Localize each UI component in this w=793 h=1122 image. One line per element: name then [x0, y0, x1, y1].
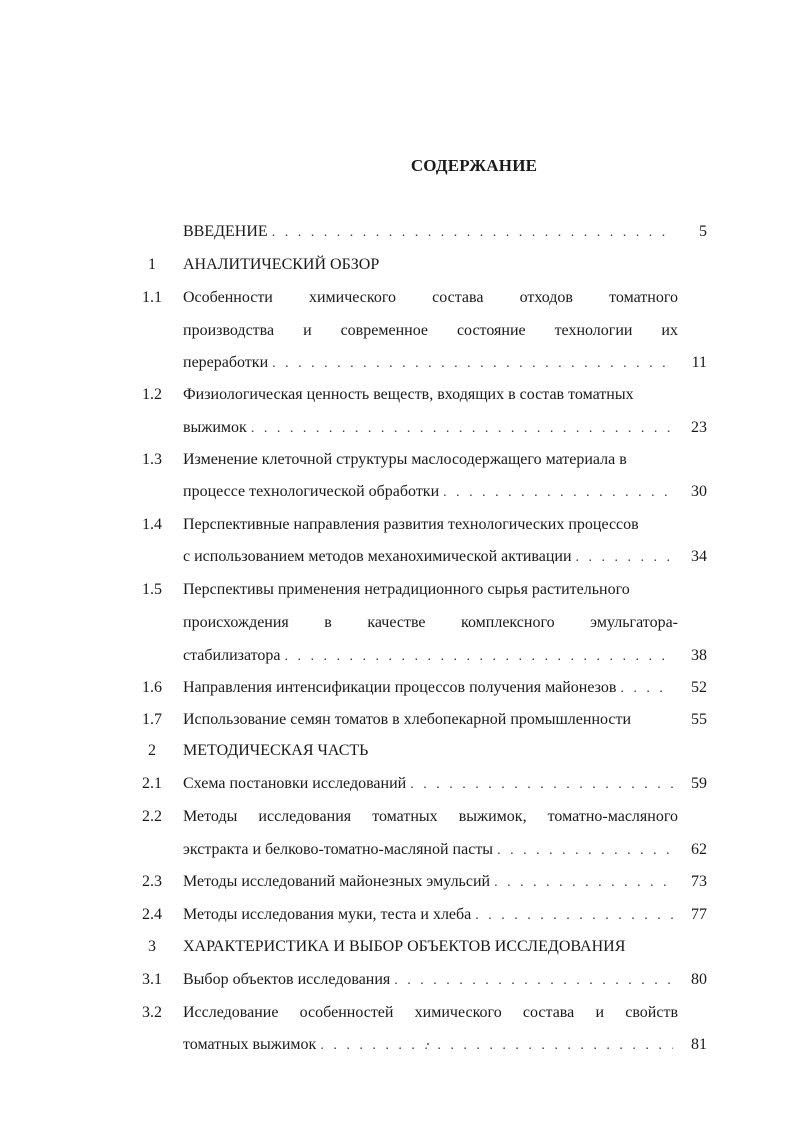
dot-leader	[272, 223, 673, 243]
toc-page-number: 59	[691, 775, 707, 792]
toc-entry-text: Методы исследований майонезных эмульсий	[183, 873, 491, 890]
toc-page-number: 30	[691, 483, 707, 500]
toc-entry-text: томатных выжимок	[183, 1036, 317, 1053]
toc-line	[183, 288, 707, 308]
toc-line	[183, 905, 707, 926]
toc-line	[183, 774, 707, 795]
toc-line	[183, 741, 707, 761]
dot-leader	[394, 971, 673, 991]
dot-leader	[475, 906, 673, 926]
toc-number: 1.1	[142, 289, 162, 306]
toc-page-number: 11	[691, 354, 707, 371]
toc-entry-text: ХАРАКТЕРИСТИКА И ВЫБОР ОБЪЕКТОВ ИССЛЕДОВАНИЯ	[183, 938, 626, 955]
toc-page-number: 62	[691, 841, 707, 858]
toc-entry-text: выжимок	[183, 419, 247, 436]
toc-entry-text: Исследование особенностей химического состава и свойств	[183, 1004, 678, 1021]
toc-number: 2.2	[142, 808, 162, 825]
toc-page-number: 55	[691, 711, 707, 728]
dot-leader	[320, 1036, 673, 1056]
toc-entry-text: Использование семян томатов в хлебопекарной промышленности	[183, 711, 632, 728]
dot-leader	[251, 419, 673, 439]
toc-line	[183, 450, 707, 470]
toc-page-number: 77	[691, 906, 707, 923]
toc-entry-text: стабилизатора	[183, 647, 281, 664]
toc-line	[183, 970, 707, 991]
toc-entry-text: Выбор объектов исследования	[183, 971, 391, 988]
toc-number: 2	[148, 742, 156, 759]
toc-number: 2.3	[142, 873, 162, 890]
toc-entry-text: Перспективные направления развития технологических процессов	[183, 516, 639, 533]
toc-line	[183, 710, 707, 730]
toc-line	[183, 385, 707, 405]
toc-entry-text: Изменение клеточной структуры маслосодержащего материала в	[183, 451, 627, 468]
dot-leader	[620, 679, 673, 699]
toc-entry-text: АНАЛИТИЧЕСКИЙ ОБЗОР	[183, 256, 380, 273]
toc-entry-text: экстракта и белково-томатно-масляной пасты	[183, 841, 494, 858]
toc-page-number: 23	[691, 419, 707, 436]
toc-entry-text: Методы исследования муки, теста и хлеба	[183, 906, 472, 923]
toc-number: 1.3	[142, 451, 162, 468]
dot-leader	[443, 483, 673, 503]
toc-line	[183, 515, 707, 535]
toc-number: 3.1	[142, 971, 162, 988]
toc-page-number: 38	[691, 647, 707, 664]
toc-number: 3.2	[142, 1004, 162, 1021]
toc-entry-text: процессе технологической обработки	[183, 483, 440, 500]
toc-entry-text: ВВЕДЕНИЕ	[183, 223, 268, 240]
toc-line	[183, 840, 707, 861]
toc-number: 2.4	[142, 906, 162, 923]
toc-entry-text: Методы исследования томатных выжимок, томатно-масляного	[183, 808, 678, 825]
dot-leader	[410, 775, 673, 795]
toc-line	[183, 807, 707, 827]
scan-speck	[427, 1043, 429, 1045]
toc-page-number: 81	[691, 1036, 707, 1053]
toc-line	[183, 1035, 707, 1056]
dot-leader	[494, 873, 673, 893]
toc-page-number: 34	[691, 548, 707, 565]
dot-leader	[272, 354, 673, 374]
page-title: СОДЕРЖАНИЕ	[410, 156, 538, 175]
toc-line	[183, 580, 707, 600]
toc-entry-text: Направления интенсификации процессов получения майонезов	[183, 679, 617, 696]
toc-line	[183, 1003, 707, 1023]
toc-line	[183, 646, 707, 667]
toc-number: 1.6	[142, 679, 162, 696]
toc-number: 1	[148, 256, 156, 273]
toc-entry-text: переработки	[183, 354, 269, 371]
toc-line	[183, 547, 707, 568]
dot-leader	[285, 647, 673, 667]
toc-number: 1.4	[142, 516, 162, 533]
toc-line	[183, 321, 707, 341]
toc-line	[183, 937, 707, 957]
dot-leader	[576, 548, 673, 568]
toc-entry-text: Физиологическая ценность веществ, входящих в состав томатных	[183, 386, 634, 403]
toc-page-number: 80	[691, 971, 707, 988]
toc-page-number: 52	[691, 679, 707, 696]
dot-leader	[497, 841, 673, 861]
toc-entry-text: МЕТОДИЧЕСКАЯ ЧАСТЬ	[183, 742, 369, 759]
toc-line	[183, 872, 707, 893]
toc-entry-text: Перспективы применения нетрадиционного сырья растительного	[183, 581, 630, 598]
toc-entry-text: Схема постановки исследований	[183, 775, 407, 792]
toc-line	[183, 482, 707, 503]
toc-entry-text: с использованием методов механохимической активации	[183, 548, 572, 565]
toc-line	[183, 222, 707, 243]
toc-entry-text: производства и современное состояние технологии их	[183, 322, 678, 339]
toc-line	[183, 418, 707, 439]
toc-number: 3	[148, 938, 156, 955]
toc-line	[183, 255, 707, 275]
toc-page-number: 5	[699, 223, 707, 240]
toc-entry-text: происхождения в качестве комплексного эмульгатора-	[183, 614, 678, 631]
toc-number: 2.1	[142, 775, 162, 792]
toc-entry-text: Особенности химического состава отходов томатного	[183, 289, 678, 306]
toc-number: 1.2	[142, 386, 162, 403]
toc-line	[183, 613, 707, 633]
toc-page-number: 73	[691, 873, 707, 890]
toc-line	[183, 353, 707, 374]
toc-number: 1.5	[142, 581, 162, 598]
toc-line	[183, 678, 707, 699]
toc-number: 1.7	[142, 711, 162, 728]
